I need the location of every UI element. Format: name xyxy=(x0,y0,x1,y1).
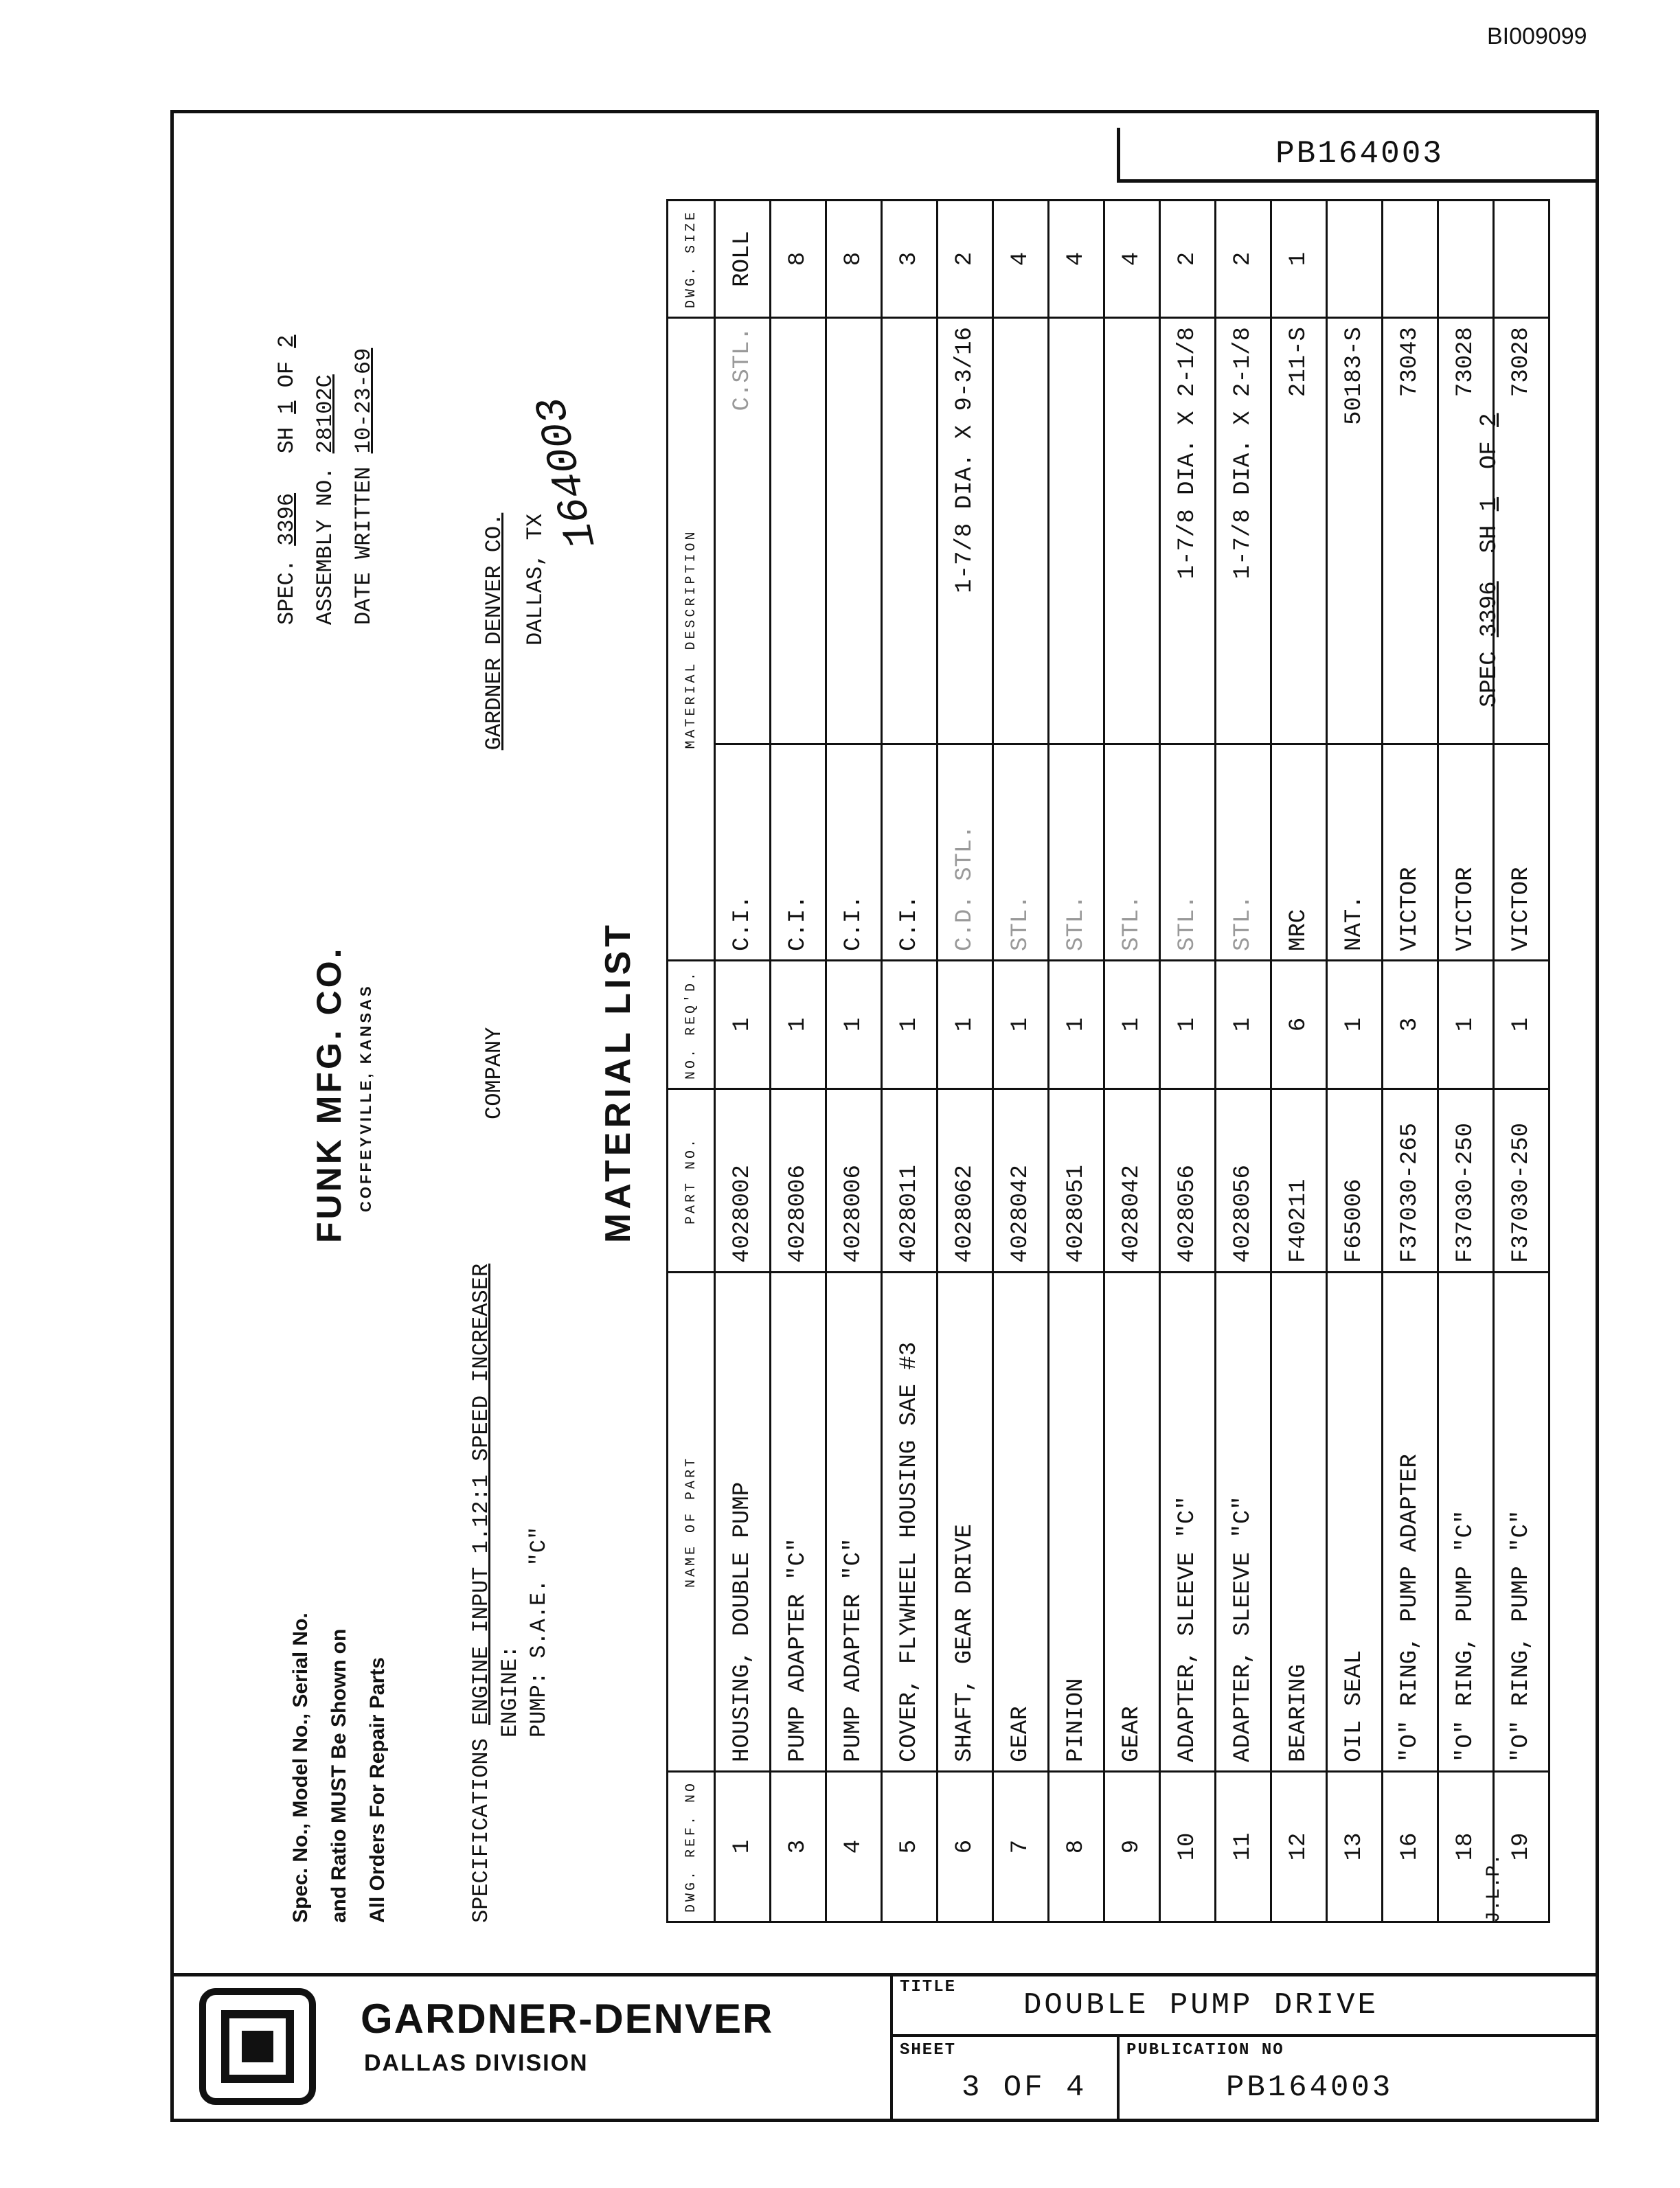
cell-size: 4 xyxy=(1049,201,1104,318)
publication-label: PUBLICATION NO xyxy=(1126,2041,1284,2060)
date-row xyxy=(345,158,383,625)
cell-qty: 1 xyxy=(1494,960,1550,1089)
company-division: DALLAS DIVISION xyxy=(364,2050,589,2076)
footer-spec-label: SPEC xyxy=(1477,651,1503,707)
cell-size: 2 xyxy=(1160,201,1216,318)
cell-description: 1-7/8 DIA. X 2-1/8 xyxy=(1216,318,1271,744)
spec-value: 3396 xyxy=(274,492,299,546)
publication-value: PB164003 xyxy=(1226,2071,1394,2105)
cell-size: 1 xyxy=(1271,201,1327,318)
cell-qty: 1 xyxy=(938,960,993,1089)
document-id: BI009099 xyxy=(1487,23,1587,49)
cell-part-no: F40211 xyxy=(1271,1089,1327,1272)
cell-name: GEAR xyxy=(1104,1272,1160,1771)
cell-material: C.I. xyxy=(715,744,771,960)
spec-footer xyxy=(1477,413,1503,707)
cell-ref: 6 xyxy=(938,1771,993,1922)
cell-size: 8 xyxy=(771,201,826,318)
cell-size: 4 xyxy=(993,201,1049,318)
cell-size: 3 xyxy=(882,201,938,318)
cell-part-no: 4028042 xyxy=(1104,1089,1160,1272)
cell-qty: 1 xyxy=(1438,960,1494,1089)
company-value: GARDNER DENVER CO. xyxy=(481,512,507,751)
cell-ref: 1 xyxy=(715,1771,771,1922)
cell-ref: 5 xyxy=(882,1771,938,1922)
specifications-label: SPECIFICATIONS xyxy=(468,1738,494,1923)
cell-size: 4 xyxy=(1104,201,1160,318)
title-value: DOUBLE PUMP DRIVE xyxy=(1023,1988,1378,2022)
cell-part-no: 4028062 xyxy=(938,1089,993,1272)
cell-material: VICTOR xyxy=(1438,744,1494,960)
assembly-value: 28102C xyxy=(313,374,338,454)
cell-description xyxy=(771,318,826,744)
spec-line-3: PUMP: S.A.E. "C" xyxy=(526,1526,552,1737)
cell-ref: 19 xyxy=(1494,1771,1550,1922)
cell-material: STL. xyxy=(1216,744,1271,960)
cell-qty: 1 xyxy=(1327,960,1383,1089)
cell-description: 73028 xyxy=(1494,318,1550,744)
table-row xyxy=(1216,201,1271,1922)
table-row xyxy=(771,201,826,1922)
cell-name: OIL SEAL xyxy=(1327,1272,1383,1771)
cell-name: "O" RING, PUMP "C" xyxy=(1494,1272,1550,1771)
cell-description xyxy=(1049,318,1104,744)
manufacturer-city: COFFEYVILLE, KANSAS xyxy=(357,983,374,1212)
cell-part-no: 4028002 xyxy=(715,1089,771,1272)
sheet-label: SHEET xyxy=(900,2041,957,2060)
col-part: PART NO. xyxy=(668,1089,715,1272)
cell-qty: 3 xyxy=(1383,960,1438,1089)
material-table xyxy=(666,199,1550,1923)
footer-sheet-value: 1 xyxy=(1477,497,1503,512)
company-location: DALLAS, TX xyxy=(523,513,548,646)
material-list-form xyxy=(247,185,1566,1930)
cell-ref: 18 xyxy=(1438,1771,1494,1922)
cell-part-no: F37030-265 xyxy=(1383,1089,1438,1272)
cell-ref: 8 xyxy=(1049,1771,1104,1922)
cell-size: 2 xyxy=(938,201,993,318)
table-row xyxy=(1160,201,1216,1922)
divider xyxy=(890,2034,1599,2037)
cell-qty: 1 xyxy=(1049,960,1104,1089)
cell-description xyxy=(1104,318,1160,744)
cell-description: 1-7/8 DIA. X 2-1/8 xyxy=(1160,318,1216,744)
cell-qty: 1 xyxy=(771,960,826,1089)
cell-ref: 9 xyxy=(1104,1771,1160,1922)
publication-box: PB164003 xyxy=(1117,128,1599,183)
cell-description: 1-7/8 DIA. X 9-3/16 xyxy=(938,318,993,744)
cell-part-no: 4028011 xyxy=(882,1089,938,1272)
col-size: DWG. SIZE xyxy=(668,201,715,318)
cell-description: 73043 xyxy=(1383,318,1438,744)
cell-description: 73028 xyxy=(1438,318,1494,744)
of-label: OF xyxy=(274,361,299,388)
cell-name: BEARING xyxy=(1271,1272,1327,1771)
cell-qty: 1 xyxy=(882,960,938,1089)
cell-material: VICTOR xyxy=(1383,744,1438,960)
cell-material: STL. xyxy=(1104,744,1160,960)
cell-material: STL. xyxy=(1049,744,1104,960)
table-row xyxy=(938,201,993,1922)
cell-part-no: 4028006 xyxy=(771,1089,826,1272)
cell-size xyxy=(1438,201,1494,318)
cell-size: ROLL xyxy=(715,201,771,318)
assembly-label: ASSEMBLY NO. xyxy=(313,466,338,625)
cell-size: 2 xyxy=(1216,201,1271,318)
cell-part-no: 4028056 xyxy=(1216,1089,1271,1272)
cell-ref: 11 xyxy=(1216,1771,1271,1922)
cell-name: "O" RING, PUMP "C" xyxy=(1438,1272,1494,1771)
table-row xyxy=(1383,201,1438,1922)
repair-notice xyxy=(282,1483,397,1923)
cell-description xyxy=(826,318,882,744)
table-row xyxy=(1104,201,1160,1922)
cell-material: C.I. xyxy=(771,744,826,960)
cell-ref: 3 xyxy=(771,1771,826,1922)
manufacturer-name: FUNK MFG. CO. xyxy=(310,946,348,1243)
customer-company xyxy=(474,513,556,1119)
cell-qty: 1 xyxy=(715,960,771,1089)
cell-part-no: 4028042 xyxy=(993,1089,1049,1272)
material-list-title: MATERIAL LIST xyxy=(598,921,638,1243)
table-header xyxy=(668,201,715,1922)
cell-name: PINION xyxy=(1049,1272,1104,1771)
sheet-value: 3 OF 4 xyxy=(962,2071,1087,2105)
cell-ref: 10 xyxy=(1160,1771,1216,1922)
col-name: NAME OF PART xyxy=(668,1272,715,1771)
notice-line: All Orders For Repair Parts xyxy=(366,1657,389,1923)
col-ref: DWG. REF. NO xyxy=(668,1771,715,1922)
cell-name: GEAR xyxy=(993,1272,1049,1771)
divider xyxy=(1117,2034,1120,2122)
specifications xyxy=(467,1264,554,1923)
spec-line-2: ENGINE: xyxy=(497,1645,523,1737)
cell-qty: 1 xyxy=(993,960,1049,1089)
cell-name: PUMP ADAPTER "C" xyxy=(826,1272,882,1771)
cell-part-no: F37030-250 xyxy=(1438,1089,1494,1272)
cell-qty: 1 xyxy=(1216,960,1271,1089)
footer-spec-value: 3396 xyxy=(1477,581,1503,637)
spec-label: SPEC. xyxy=(274,558,299,625)
cell-name: SHAFT, GEAR DRIVE xyxy=(938,1272,993,1771)
table-row xyxy=(882,201,938,1922)
cell-name: ADAPTER, SLEEVE "C" xyxy=(1216,1272,1271,1771)
company-label: COMPANY xyxy=(481,1027,507,1119)
spec-row xyxy=(268,158,306,625)
cell-material: VICTOR xyxy=(1494,744,1550,960)
cell-ref: 13 xyxy=(1327,1771,1383,1922)
assembly-row xyxy=(306,158,345,625)
table-row xyxy=(993,201,1049,1922)
cell-description: 50183-S xyxy=(1327,318,1383,744)
cell-size xyxy=(1494,201,1550,318)
company-name: GARDNER-DENVER xyxy=(361,1996,774,2042)
handwritten-number: 164003 xyxy=(527,392,607,553)
sheet-value: 1 xyxy=(274,400,299,414)
notice-line: and Ratio MUST Be Shown on xyxy=(328,1628,350,1923)
cell-description xyxy=(993,318,1049,744)
cell-qty: 6 xyxy=(1271,960,1327,1089)
table-row xyxy=(826,201,882,1922)
spec-line-1: ENGINE INPUT 1.12:1 SPEED INCREASER xyxy=(468,1263,494,1725)
cell-material: C.I. xyxy=(826,744,882,960)
sheet-label: SH xyxy=(274,426,299,454)
date-label: DATE WRITTEN xyxy=(351,466,376,625)
cell-description: 211-S xyxy=(1271,318,1327,744)
cell-material: STL. xyxy=(993,744,1049,960)
cell-part-no: 4028006 xyxy=(826,1089,882,1272)
cell-ref: 16 xyxy=(1383,1771,1438,1922)
cell-name: ADAPTER, SLEEVE "C" xyxy=(1160,1272,1216,1771)
cell-material: NAT. xyxy=(1327,744,1383,960)
table-row xyxy=(715,201,771,1922)
spec-block xyxy=(268,158,383,625)
cell-description: C.STL. xyxy=(715,318,771,744)
cell-material: C.D. STL. xyxy=(938,744,993,960)
notice-line: Spec. No., Model No., Serial No. xyxy=(289,1612,312,1923)
cell-name: PUMP ADAPTER "C" xyxy=(771,1272,826,1771)
of-value: 2 xyxy=(274,334,299,348)
footer-of-value: 2 xyxy=(1477,413,1503,427)
form-footer: J.L.P. xyxy=(1484,1854,1505,1923)
cell-size xyxy=(1327,201,1383,318)
footer-of-label: OF xyxy=(1477,441,1503,470)
footer-sheet-label: SH xyxy=(1477,525,1503,554)
cell-part-no: 4028051 xyxy=(1049,1089,1104,1272)
col-qty: NO. REQ'D. xyxy=(668,960,715,1089)
cell-ref: 4 xyxy=(826,1771,882,1922)
cell-material: C.I. xyxy=(882,744,938,960)
cell-size: 8 xyxy=(826,201,882,318)
cell-material: STL. xyxy=(1160,744,1216,960)
divider xyxy=(890,1973,893,2122)
logo-core xyxy=(242,2031,273,2062)
cell-name: "O" RING, PUMP ADAPTER xyxy=(1383,1272,1438,1771)
cell-description xyxy=(882,318,938,744)
col-material: MATERIAL DESCRIPTION xyxy=(668,318,715,961)
cell-size xyxy=(1383,201,1438,318)
cell-name: COVER, FLYWHEEL HOUSING SAE #3 xyxy=(882,1272,938,1771)
cell-name: HOUSING, DOUBLE PUMP xyxy=(715,1272,771,1771)
table-row xyxy=(1327,201,1383,1922)
cell-part-no: 4028056 xyxy=(1160,1089,1216,1272)
cell-part-no: F37030-250 xyxy=(1494,1089,1550,1272)
cell-part-no: F65006 xyxy=(1327,1089,1383,1272)
table-row xyxy=(1271,201,1327,1922)
cell-material: MRC xyxy=(1271,744,1327,960)
title-label: TITLE xyxy=(900,1978,957,1996)
cell-qty: 1 xyxy=(1104,960,1160,1089)
date-value: 10-23-69 xyxy=(351,347,376,454)
cell-qty: 1 xyxy=(1160,960,1216,1089)
cell-qty: 1 xyxy=(826,960,882,1089)
table-row xyxy=(1049,201,1104,1922)
cell-ref: 12 xyxy=(1271,1771,1327,1922)
cell-ref: 7 xyxy=(993,1771,1049,1922)
